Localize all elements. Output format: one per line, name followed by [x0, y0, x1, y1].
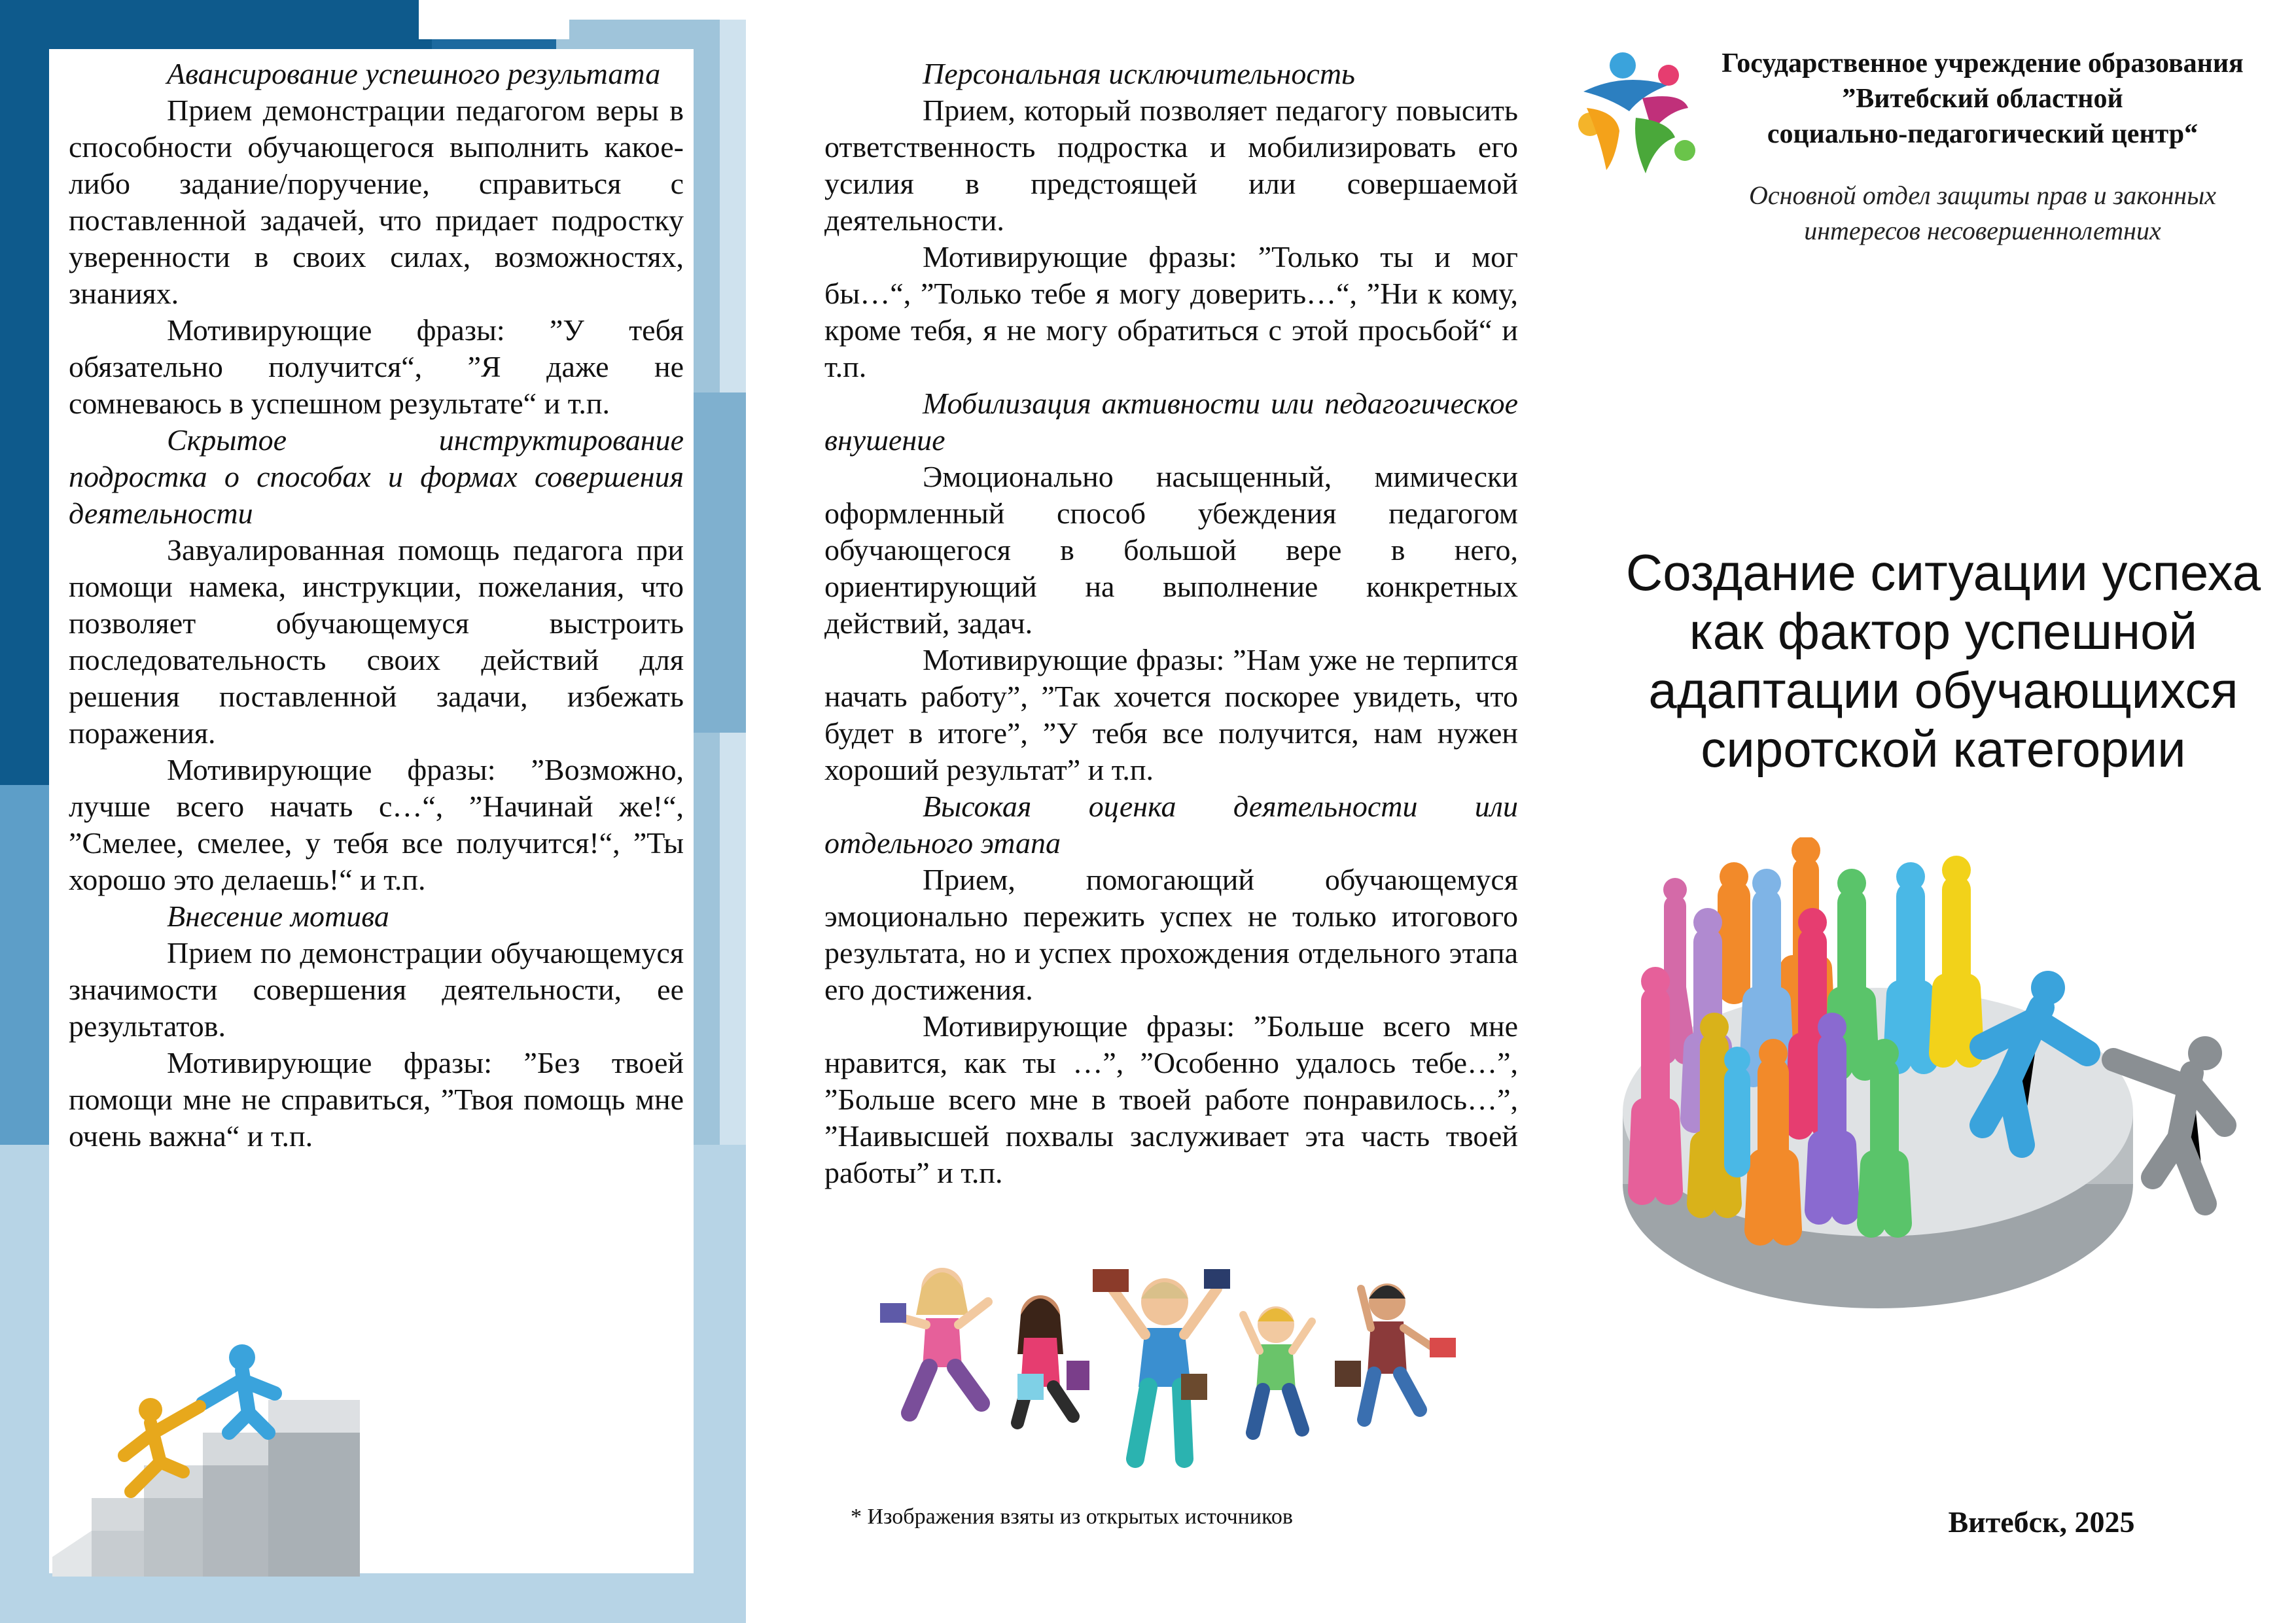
organization-name: [1675, 46, 2290, 152]
section-body: Эмоционально насыщенный, мимически оформленный способ убеждения педагогом обучающегося в большой вере в него, ориентирующий на выполнение конкретных действий, задач.: [824, 460, 1518, 640]
background-notch-2: [569, 0, 746, 20]
middle-column-text: [824, 56, 1518, 1191]
org-line: ”Витебский областной: [1842, 84, 2123, 114]
section-body: Прием демонстрации педагогом веры в способности обучающегося выполнить какое-либо задание/поручение, справиться с поставленной задачей, что придает подростку уверенности в своих силах, возможностях, знаниях.: [69, 94, 684, 310]
section-heading: Мобилизация активности или педагогическое внушение: [824, 387, 1518, 457]
brochure-title: [1597, 543, 2290, 778]
jumping-teenagers-illustration: [877, 1263, 1466, 1498]
motivating-phrases: Мотивирующие фразы: ”Возможно, лучше всего начать с…“, ”Начинай же!“, ”Смелее, смелее, у тебя все получится!“, ”Ты хорошо это делаешь!“ и т.п.: [69, 753, 684, 896]
motivating-phrases: Мотивирующие фразы: ”Только ты и мог бы…“, ”Только тебе я могу доверить…“, ”Ни к кому, кроме тебя, я не могу обратиться с этой просьбой“ и т.п.: [824, 240, 1518, 383]
dept-line: Основной отдел защиты прав и законных: [1749, 181, 2216, 210]
helping-hand-stairs-illustration: [52, 1341, 380, 1577]
section-heading: Внесение мотива: [167, 899, 389, 933]
title-line: как фактор успешной: [1689, 602, 2198, 660]
colorful-people-on-platform-illustration: [1616, 837, 2257, 1321]
section-heading: Скрытое инструктирование подростка о способах и формах совершения деятельности: [69, 423, 684, 530]
motivating-phrases: Мотивирующие фразы: ”У тебя обязательно получится“, ”Я даже не сомневаюсь в успешном результате“ и т.п.: [69, 313, 684, 420]
section-heading: Персональная исключительность: [923, 57, 1355, 90]
dept-line: интересов несовершеннолетних: [1804, 216, 2161, 245]
section-body: Прием по демонстрации обучающемуся значимости совершения деятельности, ее результатов.: [69, 936, 684, 1043]
background-notch: [419, 0, 569, 39]
title-line: Создание ситуации успеха: [1625, 544, 2261, 601]
left-column-text: [69, 56, 684, 1155]
image-source-note: * Изображения взяты из открытых источников: [851, 1505, 1293, 1529]
section-heading: Высокая оценка деятельности или отдельного этапа: [824, 790, 1518, 860]
section-body: Прием, помогающий обучающемуся эмоционально пережить успех не только итогового результата, но и успех прохождения отдельного этапа его достижения.: [824, 863, 1518, 1006]
title-line: адаптации обучающихся: [1648, 661, 2238, 719]
section-body: Завуалированная помощь педагога при помощи намека, инструкции, пожелания, что позволяет обучающемуся выстроить последовательность своих действий для решения поставленной задачи, избежать поражения.: [69, 533, 684, 750]
department-name: [1675, 178, 2290, 249]
motivating-phrases: Мотивирующие фразы: ”Нам уже не терпится начать работу”, ”Так хочется поскорее увидеть, что будет в итоге”, ”У тебя все получится, нам нужен хороший результат” и т.п.: [824, 643, 1518, 786]
motivating-phrases: Мотивирующие фразы: ”Без твоей помощи мне не справиться, ”Твоя помощь мне очень важна“ и т.п.: [69, 1046, 684, 1153]
org-line: Государственное учреждение образования: [1722, 48, 2244, 79]
motivating-phrases: Мотивирующие фразы: ”Больше всего мне нравится, как ты …”, ”Особенно удалось тебе…”, ”Больше всего мне в твоей работе понравилось…”, ”Наивысшей похвалы заслуживает эта часть твоей работы” и т.п.: [824, 1009, 1518, 1189]
section-body: Прием, который позволяет педагогу повысить ответственность подростка и мобилизировать его усилия в предстоящей или совершаемой деятельности.: [824, 94, 1518, 237]
city-and-year: Витебск, 2025: [1948, 1505, 2135, 1539]
section-heading: Авансирование успешного результата: [167, 57, 661, 90]
background-stripe: [694, 393, 746, 733]
org-line: социально-педагогический центр“: [1767, 119, 2199, 149]
title-line: сиротской категории: [1701, 720, 2186, 778]
